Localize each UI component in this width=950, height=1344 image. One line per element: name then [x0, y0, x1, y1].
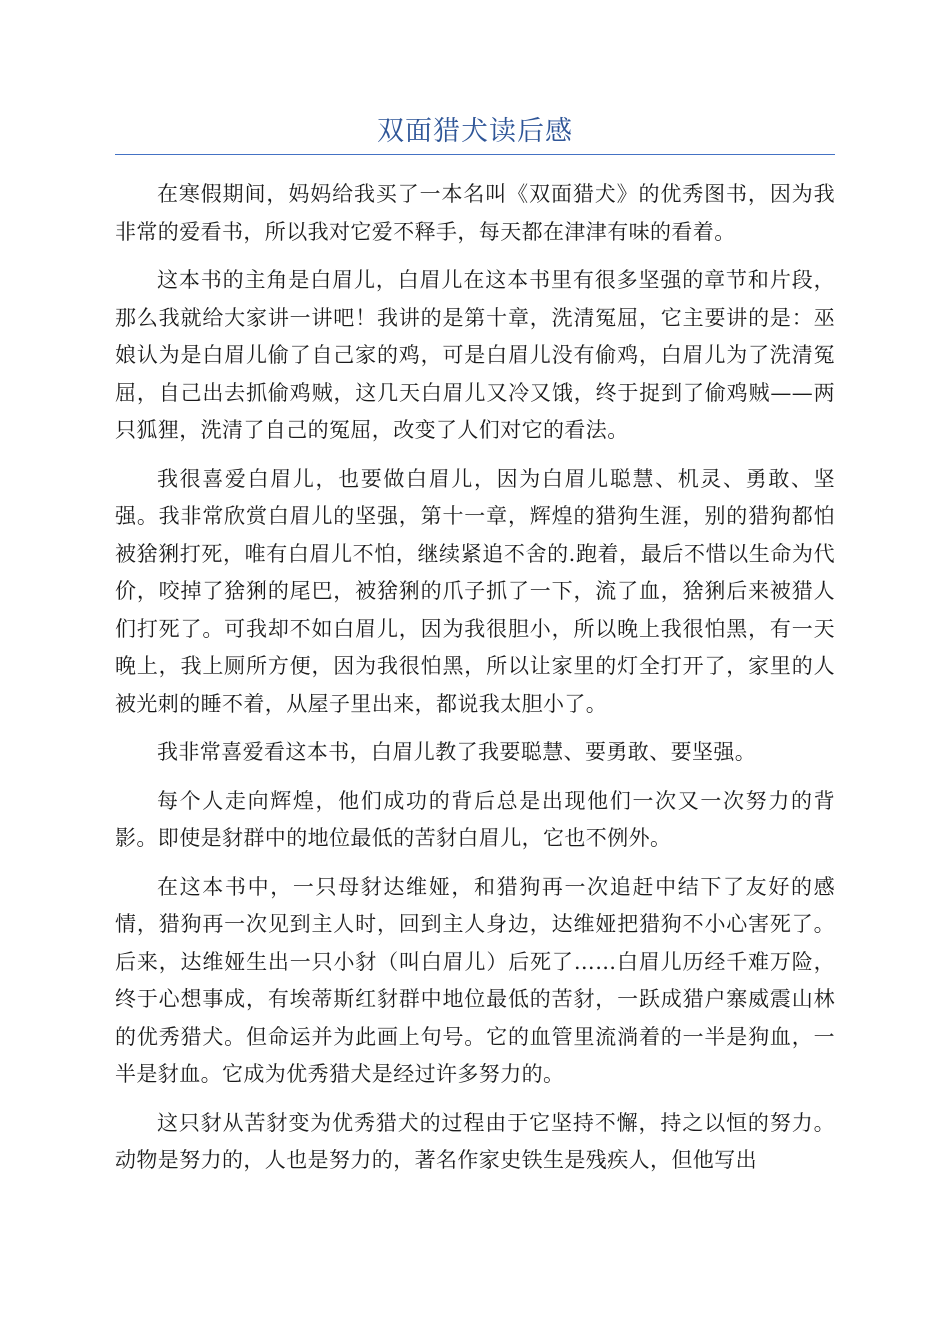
document-title: 双面猎犬读后感 [377, 116, 573, 147]
paragraph-1: 在寒假期间，妈妈给我买了一本名叫《双面猎犬》的优秀图书，因为我非常的爱看书，所以我对它爱不释手，每天都在津津有味的看着。 [115, 182, 835, 244]
paragraph-7: 这只豺从苦豺变为优秀猎犬的过程由于它坚持不懈，持之以恒的努力。动物是努力的，人也是努力的，著名作家史铁生是残疾人，但他写出 [115, 1110, 835, 1172]
document-page [115, 0, 835, 1344]
title-underline [115, 154, 835, 155]
paragraph-4: 我非常喜爱看这本书，白眉儿教了我要聪慧、要勇敢、要坚强。 [157, 740, 757, 764]
document-body [115, 176, 835, 1191]
paragraph-3: 我很喜爱白眉儿，也要做白眉儿，因为白眉儿聪慧、机灵、勇敢、坚强。我非常欣赏白眉儿的坚强，第十一章，辉煌的猎狗生涯，别的猎狗都怕被猞猁打死，唯有白眉儿不怕，继续紧追不舍的.跑着，最后不惜以生命为代价，咬掉了猞猁的尾巴，被猞猁的爪子抓了一下，流了血，猞猁后来被猎人们打死了。可我却不如白眉儿，因为我很胆小，所以晚上我很怕黑，有一天晚上，我上厕所方便，因为我很怕黑，所以让家里的灯全打开了，家里的人被光刺的睡不着，从屋子里出来，都说我太胆小了。 [115, 466, 835, 716]
paragraph-2: 这本书的主角是白眉儿，白眉儿在这本书里有很多坚强的章节和片段，那么我就给大家讲一讲吧！我讲的是第十章，洗清冤屈，它主要讲的是：巫娘认为是白眉儿偷了自己家的鸡，可是白眉儿没有偷鸡，白眉儿为了洗清冤屈，自己出去抓偷鸡贼，这几天白眉儿又冷又饿，终于捉到了偷鸡贼——两只狐狸，洗清了自己的冤屈，改变了人们对它的看法。 [115, 268, 835, 442]
paragraph-6: 在这本书中，一只母豺达维娅，和猎狗再一次追赶中结下了友好的感情，猎狗再一次见到主人时，回到主人身边，达维娅把猎狗不小心害死了。后来，达维娅生出一只小豺（叫白眉儿）后死了……白眉儿历经千难万险，终于心想事成，有埃蒂斯红豺群中地位最低的苦豺，一跃成猎户寨威震山林的优秀猎犬。但命运并为此画上句号。它的血管里流淌着的一半是狗血，一半是豺血。它成为优秀猎犬是经过许多努力的。 [115, 874, 835, 1086]
paragraph-5: 每个人走向辉煌，他们成功的背后总是出现他们一次又一次努力的背影。即使是豺群中的地位最低的苦豺白眉儿，它也不例外。 [115, 788, 835, 850]
